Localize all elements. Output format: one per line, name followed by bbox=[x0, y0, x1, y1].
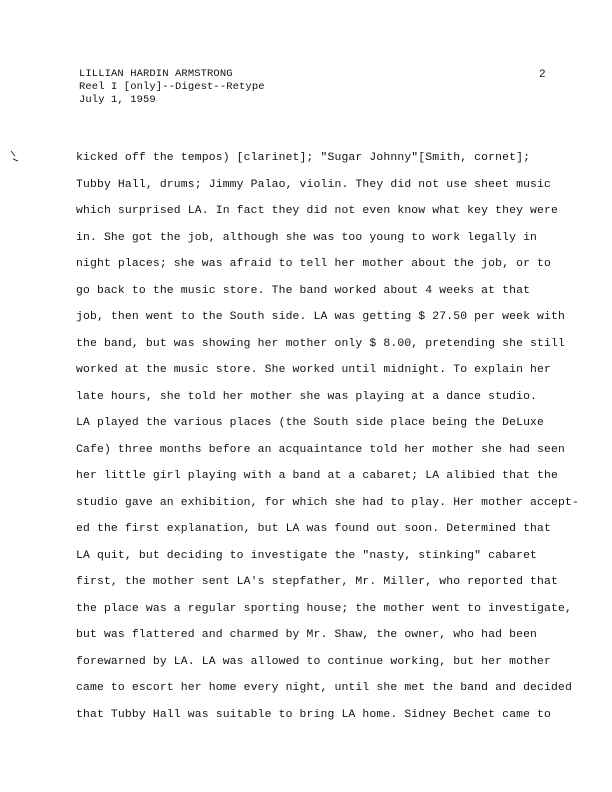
body-line: kicked off the tempos) [clarinet]; "Sugar Johnny"[Smith, cornet]; bbox=[76, 152, 531, 164]
body-line: worked at the music store. She worked until midnight. To explain her bbox=[76, 364, 552, 376]
body-line: late hours, she told her mother she was playing at a dance studio. bbox=[76, 390, 538, 403]
margin-tick-mark bbox=[10, 150, 20, 162]
body-line: in. She got the job, although she was too young to work legally in bbox=[76, 231, 538, 244]
body-line: Cafe) three months before an acquaintance told her mother she had seen bbox=[76, 443, 565, 456]
body-line: studio gave an exhibition, for which she had to play. Her mother accept- bbox=[76, 496, 579, 509]
body-line: Tubby Hall, drums; Jimmy Palao, violin. They did not use sheet music bbox=[76, 178, 552, 191]
header-date: July 1, 1959 bbox=[79, 94, 156, 106]
body-line: but was flattered and charmed by Mr. Shaw, the owner, who had been bbox=[76, 629, 538, 641]
body-line: job, then went to the South side. LA was getting $ 27.50 per week with bbox=[76, 311, 565, 323]
body-line: LA quit, but deciding to investigate the "nasty, stinking" cabaret bbox=[76, 549, 538, 562]
body-line: came to escort her home every night, until she met the band and decided bbox=[76, 682, 572, 694]
body-line: the place was a regular sporting house; the mother went to investigate, bbox=[76, 602, 572, 615]
body-line: forewarned by LA. LA was allowed to continue working, but her mother bbox=[76, 655, 552, 668]
document-header bbox=[79, 68, 265, 107]
body-line: LA played the various places (the South side place being the DeLuxe bbox=[76, 417, 545, 429]
body-line: night places; she was afraid to tell her mother about the job, or to bbox=[76, 258, 552, 270]
header-reel: Reel I [only]--Digest--Retype bbox=[79, 81, 265, 93]
body-line: her little girl playing with a band at a cabaret; LA alibied that the bbox=[76, 470, 558, 482]
body-line: first, the mother sent LA's stepfather, Mr. Miller, who reported that bbox=[76, 576, 558, 588]
page-number: 2 bbox=[539, 69, 546, 81]
body-line: that Tubby Hall was suitable to bring LA home. Sidney Bechet came to bbox=[76, 708, 552, 721]
body-line: ed the first explanation, but LA was found out soon. Determined that bbox=[76, 523, 552, 535]
body-line: which surprised LA. In fact they did not even know what key they were bbox=[76, 205, 558, 217]
body-line: go back to the music store. The band worked about 4 weeks at that bbox=[76, 284, 531, 297]
body-text bbox=[76, 145, 606, 728]
body-line: the band, but was showing her mother only $ 8.00, pretending she still bbox=[76, 337, 565, 350]
header-name: LILLIAN HARDIN ARMSTRONG bbox=[79, 68, 233, 80]
